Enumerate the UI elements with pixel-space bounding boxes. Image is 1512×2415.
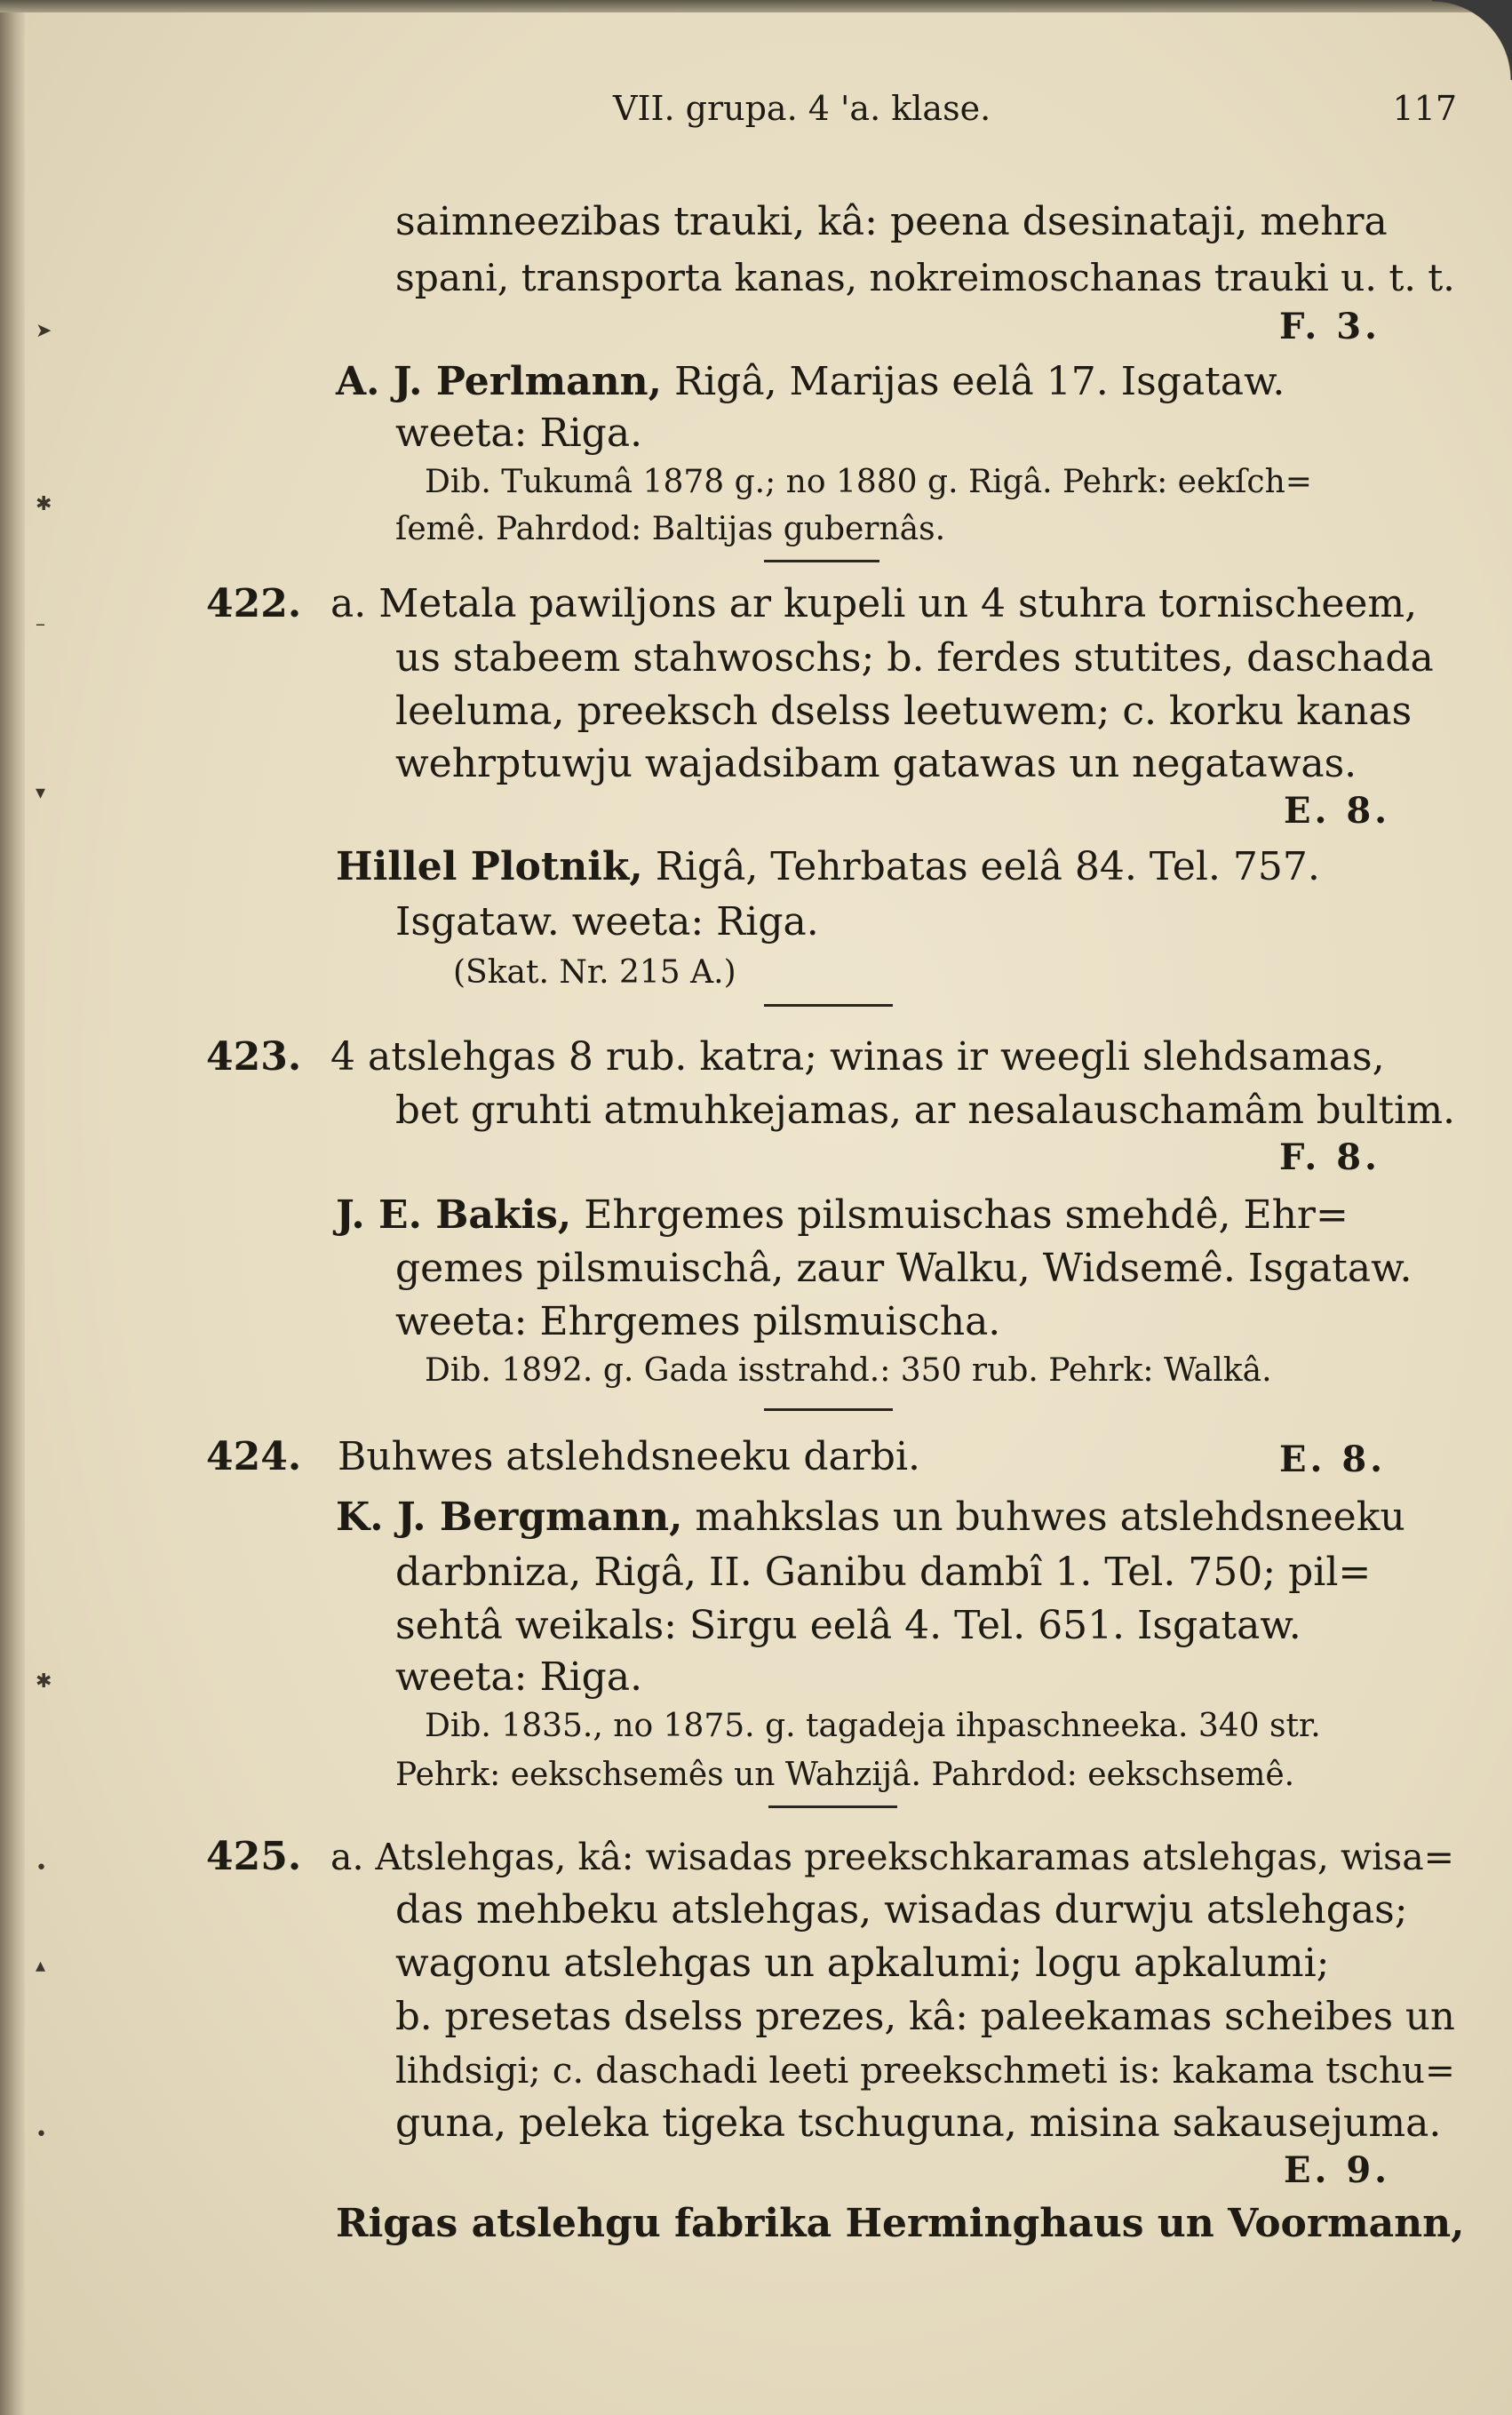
separator-rule xyxy=(764,1004,893,1007)
cross-reference: (Skat. Nr. 215 A.) xyxy=(453,954,736,991)
exhibitor-line xyxy=(336,1191,1349,1240)
margin-mark: ➤ xyxy=(36,320,52,342)
exhibitor-line xyxy=(336,357,1285,407)
page-top-edge xyxy=(0,0,1512,12)
exhibitor-name: J. E. Bakis, xyxy=(336,1192,572,1238)
running-header xyxy=(613,89,1457,142)
separator-rule xyxy=(764,1408,893,1411)
category-code: F. 3. xyxy=(1279,306,1381,347)
entry-text: a. Metala pawiljons ar kupeli un 4 stuhra tornischeem, xyxy=(330,581,1418,626)
exhibitor-address: Ehrgemes pilsmuischas smehdê, Ehr= xyxy=(584,1192,1349,1238)
book-spine xyxy=(0,0,25,2415)
exhibitor-name: K. J. Bergmann, xyxy=(336,1494,683,1540)
page-corner xyxy=(1432,0,1512,80)
entry-text: b. presetas dselss prezes, kâ: paleekamas scheibes un xyxy=(395,1995,1455,2039)
category-code: F. 8. xyxy=(1279,1136,1381,1178)
sales-info: Pehrk: eekschsemês un Wahzijâ. Pahrdod: eekschsemê. xyxy=(395,1757,1295,1793)
exhibitor-location: Isgataw. weeta: Riga. xyxy=(395,899,819,944)
exhibitor-location: weeta: Riga. xyxy=(395,410,643,456)
entry-text: saimneezibas trauki, kâ: peena dsesinataji, mehra xyxy=(395,199,1388,244)
entry-text: bet gruhti atmuhkejamas, ar nesalauschamâm bultim. xyxy=(395,1088,1455,1133)
sales-info: ſemê. Pahrdod: Baltijas gubernâs. xyxy=(395,511,946,547)
exhibitor-address-cont: gemes pilsmuischâ, zaur Walku, Widsemê. Isgataw. xyxy=(395,1246,1413,1291)
entry-text: spani, transporta kanas, nokreimoschanas trauki u. t. t. xyxy=(395,256,1455,299)
entry-number: 423. xyxy=(206,1034,302,1080)
margin-mark: • xyxy=(36,1857,47,1879)
founding-info: Dib. Tukumâ 1878 g.; no 1880 g. Rigâ. Pehrk: eekſch= xyxy=(425,464,1312,500)
entry-text: a. Atslehgas, kâ: wisadas preekschkaramas atslehgas, wisa= xyxy=(330,1836,1455,1878)
exhibitor-line xyxy=(336,1493,1405,1542)
entry-text: lihdsigi; c. daschadi leeti preekschmeti is: kakama tschu= xyxy=(395,2049,1455,2092)
margin-mark: ✱ xyxy=(36,493,52,515)
entry-number: 425. xyxy=(206,1834,302,1879)
exhibitor-location: weeta: Riga. xyxy=(395,1654,643,1700)
margin-mark: ▾ xyxy=(36,782,46,804)
entry-number: 424. xyxy=(206,1434,302,1479)
header-title: VII. grupa. 4 'a. klase. xyxy=(613,89,991,128)
margin-mark: ✱ xyxy=(36,1670,52,1693)
entry-text: guna, peleka tigeka tschuguna, misina sakausejuma. xyxy=(395,2100,1442,2146)
exhibitor-address: Rigâ, Marijas eelâ 17. Isgataw. xyxy=(673,359,1285,404)
margin-mark: • xyxy=(36,2124,47,2146)
exhibitor-name: A. J. Perlmann, xyxy=(336,359,662,404)
page-number: 117 xyxy=(1392,89,1457,128)
founding-info: Dib. 1835., no 1875. g. tagadeja ihpaschneeka. 340 str. xyxy=(425,1708,1321,1744)
category-code: E. 8. xyxy=(1279,1439,1387,1480)
entry-text: Buhwes atslehdsneeku darbi. xyxy=(338,1434,921,1479)
separator-rule xyxy=(764,560,879,562)
separator-rule xyxy=(768,1805,897,1808)
founding-info: Dib. 1892. g. Gada isstrahd.: 350 rub. Pehrk: Walkâ. xyxy=(425,1352,1272,1389)
entry-text: us stabeem stahwoschs; b. ferdes stutites, daschada xyxy=(395,635,1434,681)
exhibitor-address: mahkslas un buhwes atslehdsneeku xyxy=(695,1494,1405,1540)
exhibitor-name: Hillel Plotnik, xyxy=(336,844,643,889)
exhibitor-location: weeta: Ehrgemes pilsmuischa. xyxy=(395,1299,1001,1344)
category-code: E. 9. xyxy=(1284,2149,1391,2191)
margin-mark: ▴ xyxy=(36,1955,46,1977)
exhibitor-name: Rigas atslehgu fabrika Herminghaus un Voormann, xyxy=(336,2201,1465,2246)
margin-mark: – xyxy=(36,613,45,635)
exhibitor-address-cont: darbniza, Rigâ, II. Ganibu dambî 1. Tel. 750; pil= xyxy=(395,1550,1372,1595)
entry-text: wagonu atslehgas un apkalumi; logu apkalumi; xyxy=(395,1941,1330,1986)
exhibitor-line xyxy=(336,842,1320,892)
exhibitor-address-cont: sehtâ weikals: Sirgu eelâ 4. Tel. 651. Isgataw. xyxy=(395,1603,1301,1648)
entry-text: das mehbeku atslehgas, wisadas durwju atslehgas; xyxy=(395,1887,1408,1933)
entry-text: 4 atslehgas 8 rub. katra; winas ir weegli slehdsamas, xyxy=(330,1034,1385,1080)
entry-number: 422. xyxy=(206,581,302,626)
category-code: E. 8. xyxy=(1284,790,1391,832)
entry-text: leeluma, preeksch dselss leetuwem; c. korku kanas xyxy=(395,689,1413,734)
exhibitor-address: Rigâ, Tehrbatas eelâ 84. Tel. 757. xyxy=(655,844,1320,889)
entry-text: wehrptuwju wajadsibam gatawas un negatawas. xyxy=(395,741,1357,786)
